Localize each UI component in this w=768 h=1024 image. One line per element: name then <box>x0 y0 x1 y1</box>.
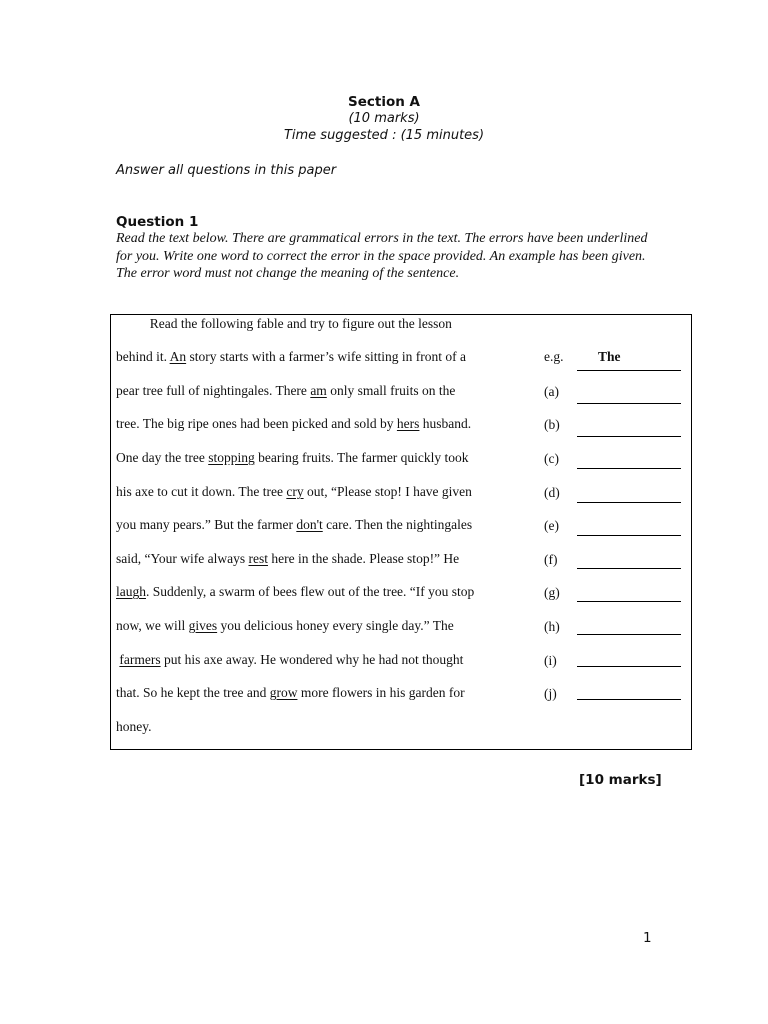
line-text: care. Then the nightingales <box>322 517 473 532</box>
line-text: you delicious honey every single day.” The <box>217 618 454 633</box>
answer-label-example: e.g. <box>544 349 564 364</box>
answer-blank-e[interactable] <box>577 535 681 536</box>
passage-line <box>116 517 472 533</box>
line-text: said, “Your wife always <box>116 551 249 566</box>
error-word: rest <box>248 551 268 566</box>
line-text: . Suddenly, a swarm of bees flew out of the tree. “If you stop <box>146 584 475 599</box>
passage-line <box>116 484 472 500</box>
answer-label-g: (g) <box>544 585 560 600</box>
error-word: An <box>169 349 187 364</box>
total-marks: [10 marks] <box>579 772 662 788</box>
answer-blank-c[interactable] <box>577 468 681 469</box>
example-answer: The <box>598 349 621 364</box>
line-text: out, “Please stop! I have given <box>303 484 472 499</box>
error-word: don't <box>296 517 323 532</box>
answer-blank-f[interactable] <box>577 568 681 569</box>
answer-blank-d[interactable] <box>577 502 681 503</box>
error-word: hers <box>396 416 420 431</box>
passage-line <box>116 719 152 735</box>
line-text: now, we will <box>116 618 189 633</box>
error-word: cry <box>286 484 304 499</box>
line-text: that. So he kept the tree and <box>116 685 270 700</box>
answer-label-a: (a) <box>544 384 559 399</box>
passage-line <box>116 383 455 399</box>
answer-blank-a[interactable] <box>577 403 681 404</box>
passage-line <box>116 551 459 567</box>
answer-blank-g[interactable] <box>577 601 681 602</box>
line-text: story starts with a farmer’s wife sitting in front of a <box>186 349 466 364</box>
answer-blank-i[interactable] <box>577 666 681 667</box>
error-word: stopping <box>208 450 255 465</box>
line-text: Read the following fable and try to figure out the lesson <box>116 316 452 331</box>
answer-label-e: (e) <box>544 518 559 533</box>
error-word: grow <box>269 685 298 700</box>
passage-line <box>116 416 471 432</box>
answer-label-j: (j) <box>544 686 557 701</box>
line-text: One day the tree <box>116 450 209 465</box>
answer-label-i: (i) <box>544 653 557 668</box>
answer-label-c: (c) <box>544 451 559 466</box>
answer-blank-b[interactable] <box>577 436 681 437</box>
line-text: put his axe away. He wondered why he had not thought <box>160 652 464 667</box>
line-text: more flowers in his garden for <box>297 685 465 700</box>
line-text: only small fruits on the <box>326 383 456 398</box>
section-marks: (10 marks) <box>348 111 420 126</box>
passage-line <box>116 652 463 668</box>
line-text: bearing fruits. The farmer quickly took <box>254 450 469 465</box>
passage-line <box>116 316 452 332</box>
line-text: you many pears.” But the farmer <box>116 517 297 532</box>
page-number: 1 <box>643 930 652 946</box>
line-text: tree. The big ripe ones had been picked and sold by <box>116 416 397 431</box>
answer-all-instruction: Answer all questions in this paper <box>116 163 337 178</box>
error-word: am <box>310 383 327 398</box>
answer-label-f: (f) <box>544 552 558 567</box>
error-word: farmers <box>119 652 161 667</box>
line-text: husband. <box>419 416 472 431</box>
line-text: his axe to cut it down. The tree <box>116 484 287 499</box>
passage-line <box>116 618 454 634</box>
section-title: Section A <box>348 94 420 110</box>
answer-label-b: (b) <box>544 417 560 432</box>
error-word: laugh <box>116 584 146 599</box>
passage-line <box>116 685 465 701</box>
answer-label-h: (h) <box>544 619 560 634</box>
line-text: here in the shade. Please stop!” He <box>267 551 460 566</box>
line-text: behind it. <box>116 349 170 364</box>
passage-line <box>116 584 474 600</box>
answer-blank-h[interactable] <box>577 634 681 635</box>
error-word: gives <box>188 618 218 633</box>
answer-blank-example <box>577 370 681 371</box>
passage-line <box>116 450 469 466</box>
question-instructions: Read the text below. There are grammatical errors in the text. The errors have been underlined for you. Write one word to correct the error in the space provided. An example has been given. The error word must not change the meaning of the sentence. <box>116 231 648 281</box>
answer-label-d: (d) <box>544 485 560 500</box>
line-text: pear tree full of nightingales. There <box>116 383 311 398</box>
time-suggested: Time suggested : (15 minutes) <box>283 128 485 143</box>
line-text: honey. <box>116 719 152 734</box>
passage-line <box>116 349 466 365</box>
question-title: Question 1 <box>116 214 199 230</box>
answer-blank-j[interactable] <box>577 699 681 700</box>
